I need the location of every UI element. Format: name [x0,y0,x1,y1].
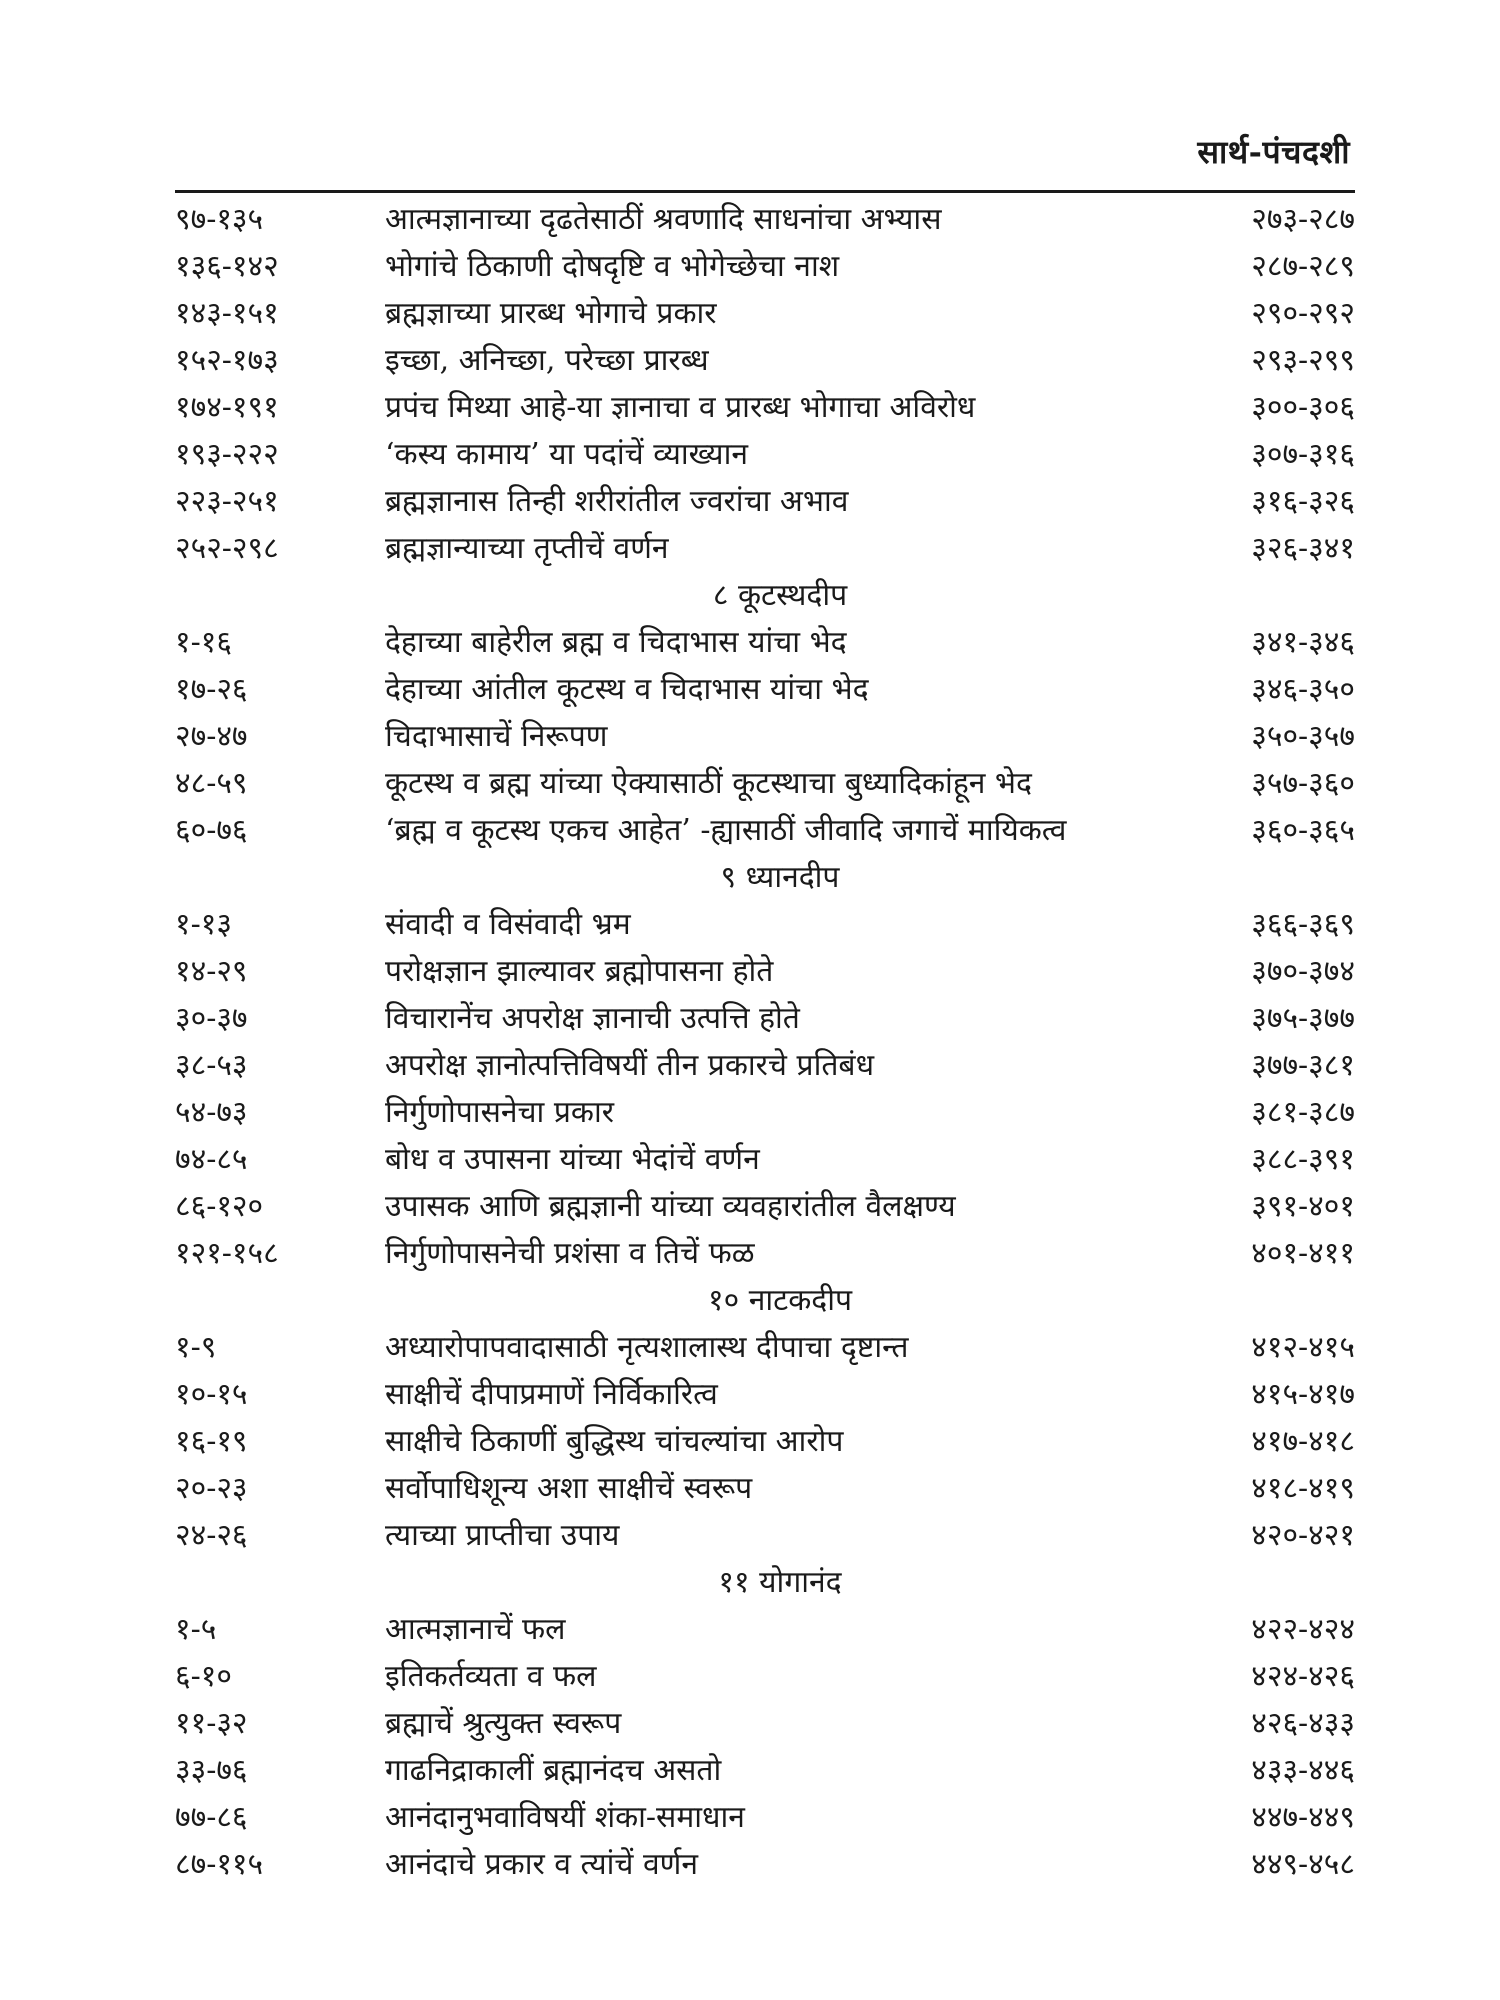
toc-row [0,1230,1500,1277]
page-range: ३७५-३७७ [1251,1001,1355,1036]
topic-title: आनंदानुभवाविषयीं शंका-समाधान [385,1800,745,1835]
toc-row [0,478,1500,525]
section-heading: १० नाटकदीप [707,1283,853,1318]
page-range: २८७-२८९ [1251,249,1355,284]
page-range: ४२६-४३३ [1251,1706,1355,1741]
toc-row [0,1794,1500,1841]
toc-row [0,1042,1500,1089]
toc-row [0,713,1500,760]
topic-title: बोध व उपासना यांच्या भेदांचें वर्णन [385,1142,760,1177]
verse-range: १०-१५ [175,1377,248,1412]
topic-title: प्रपंच मिथ्या आहे-या ज्ञानाचा व प्रारब्ध भोगाचा अविरोध [385,390,976,425]
page-range: ३०७-३१६ [1251,437,1355,472]
page-range: ३९१-४०१ [1251,1189,1355,1224]
topic-title: सर्वोपाधिशून्य अशा साक्षीचें स्वरूप [385,1471,753,1506]
verse-range: १४३-१५१ [175,296,279,331]
section-heading: ११ योगानंद [718,1565,842,1600]
topic-title: चिदाभासाचें निरूपण [385,719,608,754]
verse-range: २७-४७ [175,719,248,754]
verse-range: १४-२९ [175,954,248,989]
table-of-contents [0,196,1500,1888]
toc-row [0,1324,1500,1371]
page-range: ४४९-४५८ [1251,1847,1355,1882]
toc-row [0,1606,1500,1653]
page-range: ४१७-४१८ [1251,1424,1355,1459]
page-range: ३५७-३६० [1251,766,1355,801]
topic-title: इतिकर्तव्यता व फल [385,1659,597,1694]
topic-title: देहाच्या बाहेरील ब्रह्म व चिदाभास यांचा भेद [385,625,847,660]
page-range: ४१५-४१७ [1251,1377,1355,1412]
page-range: ३४६-३५० [1251,672,1355,707]
topic-title: परोक्षज्ञान झाल्यावर ब्रह्मोपासना होते [385,954,774,989]
topic-title: आनंदाचे प्रकार व त्यांचें वर्णन [385,1847,698,1882]
verse-range: १७-२६ [175,672,248,707]
verse-range: ३८-५३ [175,1048,248,1083]
page-range: ४०१-४११ [1251,1236,1355,1271]
topic-title: ब्रह्मज्ञान्याच्या तृप्तीचें वर्णन [385,531,669,566]
topic-title: अध्यारोपापवादासाठी नृत्यशालास्थ दीपाचा दृष्टान्त [385,1330,909,1365]
toc-row [0,431,1500,478]
page-range: ४१८-४१९ [1251,1471,1355,1506]
verse-range: ५४-७३ [175,1095,248,1130]
page-range: ३८८-३९१ [1251,1142,1355,1177]
page-range: ३५०-३५७ [1251,719,1355,754]
verse-range: १-९ [175,1330,217,1365]
toc-row [0,948,1500,995]
topic-title: त्याच्या प्राप्तीचा उपाय [385,1518,620,1553]
verse-range: ३०-३७ [175,1001,248,1036]
page-range: ४२०-४२१ [1251,1518,1355,1553]
toc-row [0,1653,1500,1700]
section-heading: ९ ध्यानदीप [720,860,840,895]
page-range: ४२४-४२६ [1251,1659,1355,1694]
topic-title: ब्रह्माचें श्रुत्युक्त स्वरूप [385,1706,622,1741]
verse-range: २२३-२५१ [175,484,279,519]
toc-row [0,384,1500,431]
topic-title: निर्गुणोपासनेची प्रशंसा व तिचें फळ [385,1236,755,1271]
toc-row [0,1136,1500,1183]
running-head: सार्थ-पंचदशी [1197,133,1350,171]
toc-row [0,1700,1500,1747]
verse-range: १९३-२२२ [175,437,279,472]
topic-title: अपरोक्ष ज्ञानोत्पत्तिविषयीं तीन प्रकारचे प्रतिबंध [385,1048,875,1083]
verse-range: १६-१९ [175,1424,248,1459]
topic-title: साक्षीचें दीपाप्रमाणें निर्विकारित्व [385,1377,718,1412]
page-range: ३६६-३६९ [1251,907,1355,942]
page-range: ४३३-४४६ [1251,1753,1355,1788]
page-range: ३८१-३८७ [1251,1095,1355,1130]
verse-range: २०-२३ [175,1471,248,1506]
topic-title: संवादी व विसंवादी भ्रम [385,907,631,942]
page-range: ३१६-३२६ [1251,484,1355,519]
page-range: २९३-२९९ [1251,343,1355,378]
verse-range: १२१-१५८ [175,1236,279,1271]
topic-title: निर्गुणोपासनेचा प्रकार [385,1095,615,1130]
topic-title: साक्षीचे ठिकाणीं बुद्धिस्थ चांचल्यांचा आरोप [385,1424,844,1459]
topic-title: भोगांचे ठिकाणी दोषदृष्टि व भोगेच्छेचा नाश [385,249,840,284]
toc-row [0,525,1500,572]
verse-range: ६०-७६ [175,813,248,848]
toc-row [0,1371,1500,1418]
page-range: ४४७-४४९ [1251,1800,1355,1835]
toc-row [0,1183,1500,1230]
verse-range: ११-३२ [175,1706,248,1741]
verse-range: ३३-७६ [175,1753,248,1788]
topic-title: देहाच्या आंतील कूटस्थ व चिदाभास यांचा भेद [385,672,869,707]
verse-range: ४८-५९ [175,766,248,801]
toc-row [0,1465,1500,1512]
page-range: ३७०-३७४ [1251,954,1355,989]
verse-range: १-१६ [175,625,232,660]
toc-row [0,1089,1500,1136]
topic-title: ‘कस्य कामाय’ या पदांचें व्याख्यान [385,437,749,472]
verse-range: १५२-१७३ [175,343,279,378]
page-range: २९०-२९२ [1251,296,1355,331]
topic-title: विचारानेंच अपरोक्ष ज्ञानाची उत्पत्ति होते [385,1001,800,1036]
toc-row [0,1418,1500,1465]
page-range: ४२२-४२४ [1251,1612,1355,1647]
toc-row [0,196,1500,243]
page-range: ४१२-४१५ [1251,1330,1355,1365]
toc-row [0,290,1500,337]
verse-range: १३६-१४२ [175,249,279,284]
page-range: ३२६-३४१ [1251,531,1355,566]
verse-range: १७४-१९१ [175,390,279,425]
toc-row [0,760,1500,807]
toc-row [0,1512,1500,1559]
toc-row [0,666,1500,713]
verse-range: ८७-११५ [175,1847,264,1882]
verse-range: ७७-८६ [175,1800,248,1835]
verse-range: ६-१० [175,1659,232,1694]
verse-range: ८६-१२० [175,1189,264,1224]
toc-row [0,901,1500,948]
topic-title: गाढनिद्राकालीं ब्रह्मानंदच असतो [385,1753,722,1788]
verse-range: ७४-८५ [175,1142,248,1177]
verse-range: ९७-१३५ [175,202,264,237]
page-range: ३७७-३८१ [1251,1048,1355,1083]
topic-title: ‘ब्रह्म व कूटस्थ एकच आहेत’ -ह्यासाठीं जीवादि जगाचें मायिकत्व [385,813,1067,848]
toc-row [0,243,1500,290]
toc-row [0,807,1500,854]
toc-row [0,619,1500,666]
page-range: ३००-३०६ [1251,390,1355,425]
page-range: २७३-२८७ [1251,202,1355,237]
toc-row [0,1841,1500,1888]
topic-title: इच्छा, अनिच्छा, परेच्छा प्रारब्ध [385,343,709,378]
verse-range: २४-२६ [175,1518,248,1553]
page-range: ३६०-३६५ [1251,813,1355,848]
header-rule [175,190,1355,193]
verse-range: १-५ [175,1612,217,1647]
topic-title: आत्मज्ञानाच्या दृढतेसाठीं श्रवणादि साधनांचा अभ्यास [385,202,942,237]
toc-row [0,995,1500,1042]
toc-row [0,337,1500,384]
toc-row [0,1747,1500,1794]
verse-range: २५२-२९८ [175,531,279,566]
topic-title: आत्मज्ञानाचें फल [385,1612,566,1647]
topic-title: उपासक आणि ब्रह्मज्ञानी यांच्या व्यवहारांतील वैलक्षण्य [385,1189,956,1224]
topic-title: ब्रह्मज्ञाच्या प्रारब्ध भोगाचे प्रकार [385,296,717,331]
section-heading: ८ कूटस्थदीप [712,578,848,613]
topic-title: ब्रह्मज्ञानास तिन्ही शरीरांतील ज्वरांचा अभाव [385,484,849,519]
verse-range: १-१३ [175,907,232,942]
topic-title: कूटस्थ व ब्रह्म यांच्या ऐक्यासाठीं कूटस्थाचा बुध्यादिकांहून भेद [385,766,1032,801]
page-range: ३४१-३४६ [1251,625,1355,660]
